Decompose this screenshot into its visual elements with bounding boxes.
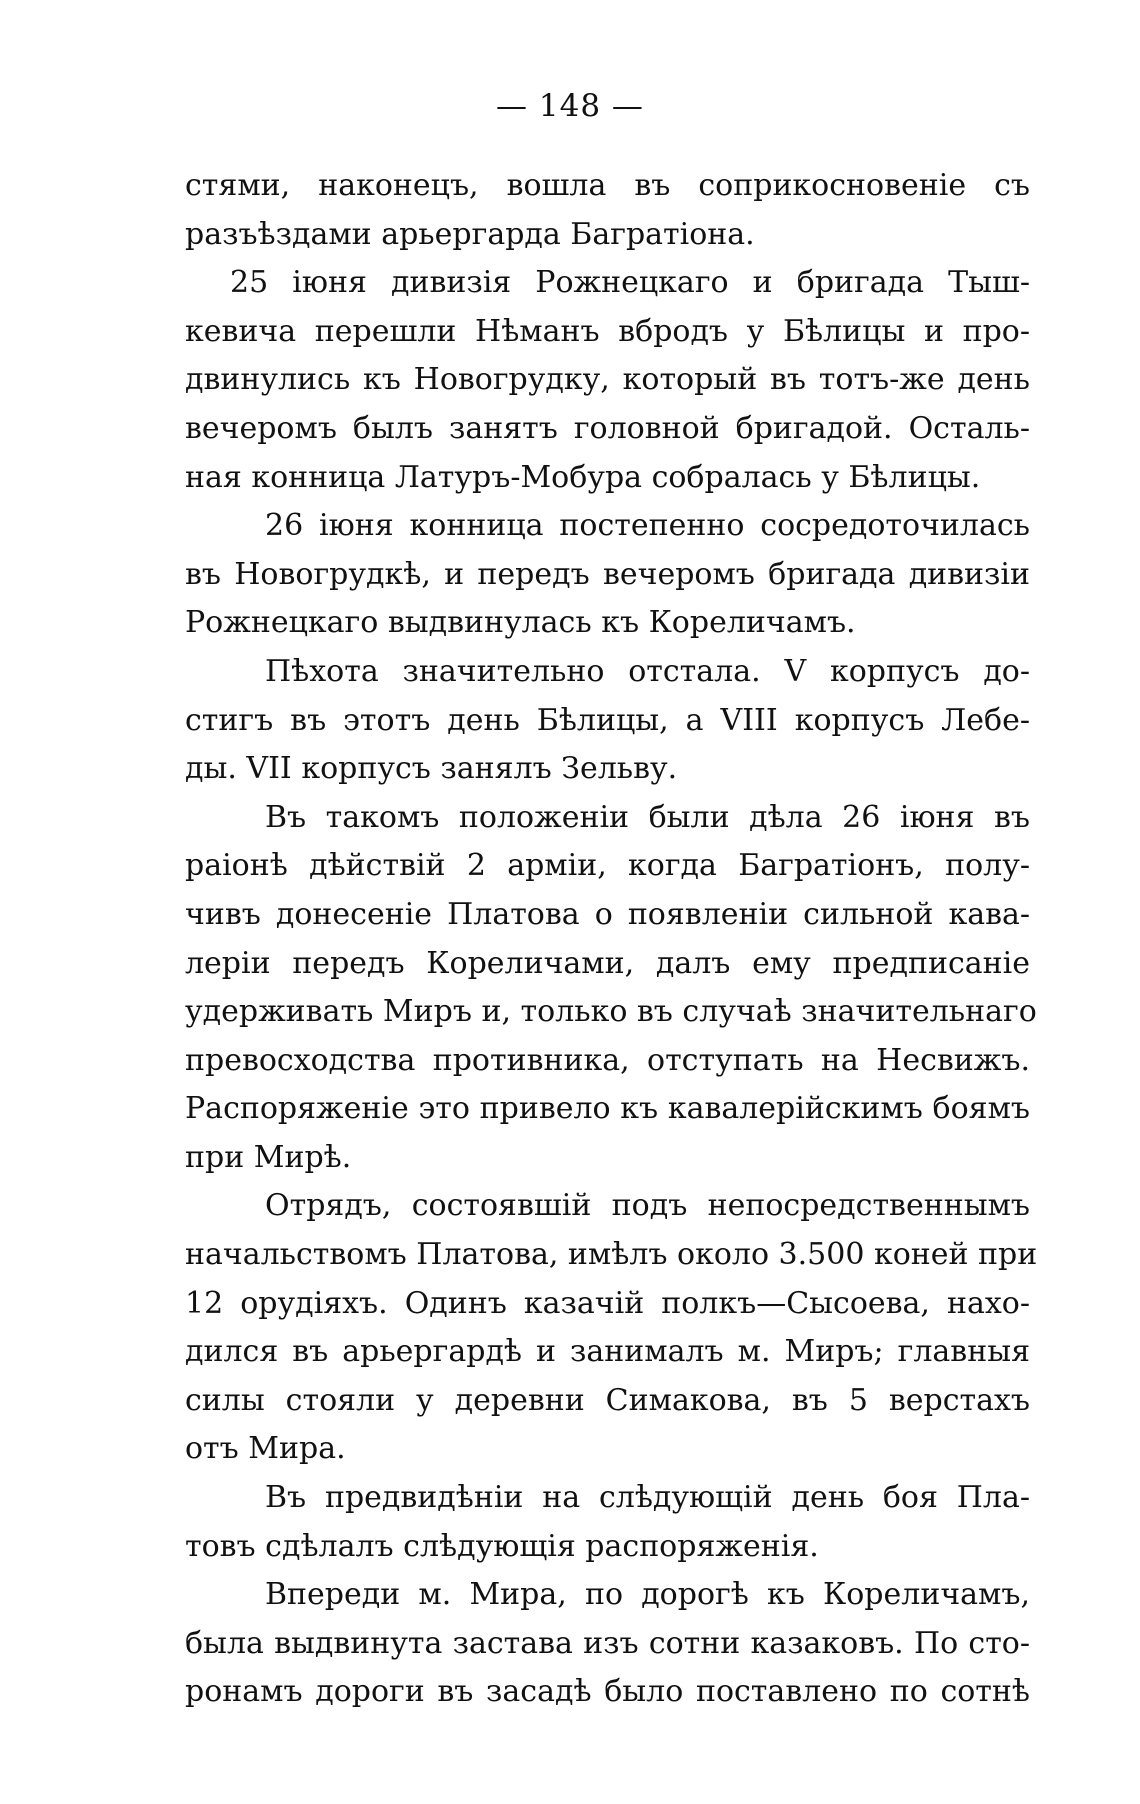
body-text: [185, 162, 1038, 1717]
text-line: ронамъ дороги въ засадѣ было поставлено по сотнѣ: [185, 1674, 1030, 1710]
text-line: стигъ въ этотъ день Бѣлицы, а VIII корпусъ Лебе-: [185, 702, 1030, 738]
text-line: Въ предвидѣнiи на слѣдующiй день боя Пла-: [265, 1480, 1030, 1516]
text-line: чивъ донесенiе Платова о появленiи сильной кава-: [185, 896, 1030, 932]
text-line: Распоряженiе это привело къ кавалерiйскимъ боямъ: [185, 1091, 1030, 1127]
text-line: 26 iюня конница постепенно сосредоточилась: [265, 508, 1030, 544]
text-line: Пѣхота значительно отстала. V корпусъ до-: [265, 653, 1030, 689]
text-line: удерживать Миръ и, только въ случаѣ значительнаго: [185, 994, 1037, 1030]
text-line: раiонѣ дѣйствiй 2 армiи, когда Багратiонъ, полу-: [185, 848, 1030, 884]
text-line: Рожнецкаго выдвинулась къ Кореличамъ.: [185, 605, 856, 641]
text-line: двинулись къ Новогрудку, который въ тотъ-же день: [185, 362, 1030, 398]
text-line: дился въ арьергардѣ и занималъ м. Миръ; главныя: [185, 1334, 1030, 1370]
text-line: ная конница Латуръ-Мобура собралась у Бѣлицы.: [185, 459, 981, 495]
text-line: при Мирѣ.: [185, 1139, 352, 1175]
text-line: вечеромъ былъ занятъ головной бригадой. Осталь-: [185, 410, 1030, 446]
text-line: 25 iюня дивизiя Рожнецкаго и бригада Тыш-: [230, 265, 1030, 301]
text-line: 12 орудiяхъ. Одинъ казачiй полкъ—Сысоева, нахо-: [185, 1285, 1030, 1321]
text-line: начальствомъ Платова, имѣлъ около 3.500 коней при: [185, 1237, 1038, 1273]
text-line: ды. VII корпусъ занялъ Зельву.: [185, 751, 678, 787]
text-line: лерiи передъ Кореличами, далъ ему предписанiе: [185, 945, 1030, 981]
text-line: Впереди м. Мира, по дорогѣ къ Кореличамъ,: [265, 1577, 1030, 1613]
text-line: товъ сдѣлалъ слѣдующiя распоряженiя.: [185, 1528, 819, 1564]
text-line: кевича перешли Нѣманъ вбродъ у Бѣлицы и про-: [185, 313, 1030, 349]
text-line: была выдвинута застава изъ сотни казаковъ. По сто-: [185, 1625, 1030, 1661]
text-line: отъ Мира.: [185, 1431, 346, 1467]
text-line: разъѣздами арьергарда Багратiона.: [185, 216, 755, 252]
text-line: превосходства противника, отступать на Несвижъ.: [185, 1042, 1030, 1078]
text-line: Въ такомъ положенiи были дѣла 26 iюня въ: [265, 799, 1030, 835]
text-line: силы стояли у деревни Симакова, въ 5 верстахъ: [185, 1382, 1030, 1418]
page-number: — 148 —: [496, 88, 644, 124]
text-line: Отрядъ, состоявшiй подъ непосредственнымъ: [265, 1188, 1030, 1224]
text-line: стями, наконецъ, вошла въ соприкосновенiе съ: [185, 168, 1030, 203]
text-line: въ Новогрудкѣ, и передъ вечеромъ бригада дивизiи: [185, 556, 1030, 592]
